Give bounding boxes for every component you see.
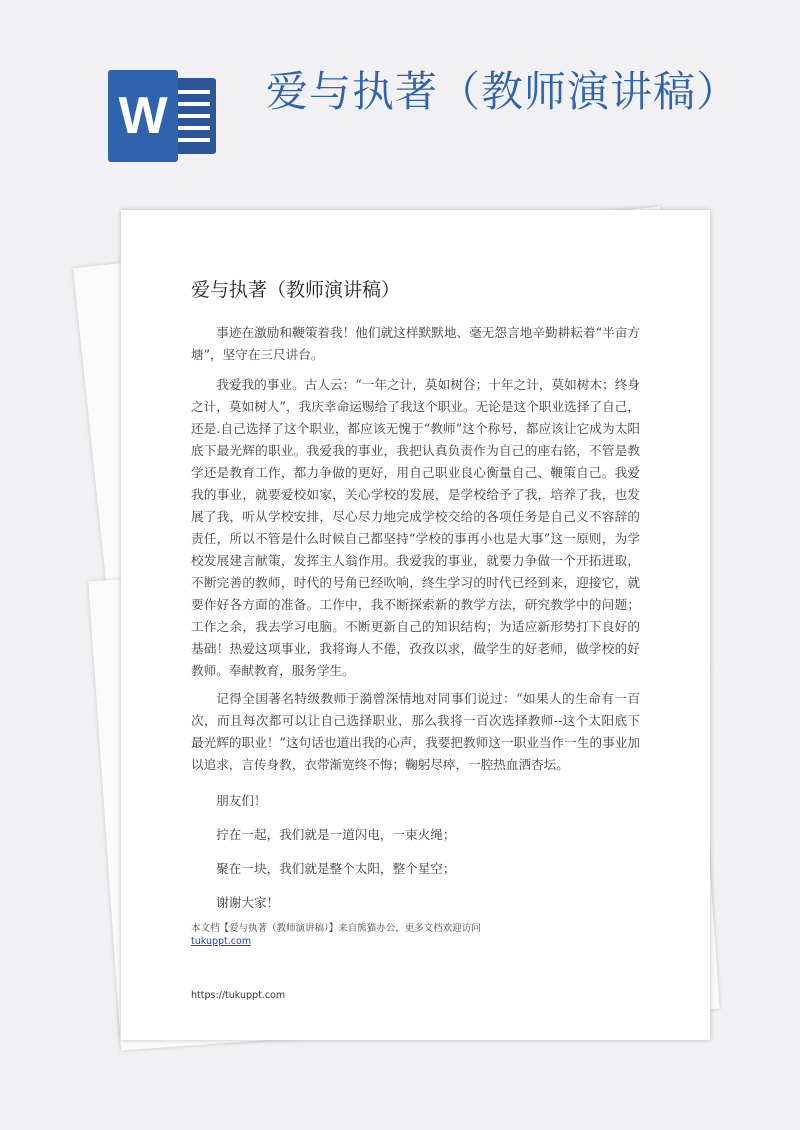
- footnote-text: 本文档【爱与执著（教师演讲稿）】来自熊猫办公，更多文档欢迎访问: [191, 923, 481, 934]
- closing-line: 朋友们！: [216, 793, 267, 808]
- closing-line: 谢谢大家！: [216, 895, 280, 910]
- paragraph: 记得全国著名特级教师于漪曾深情地对同事们说过：“如果人的生命有一百次，而且每次都可以让自己选择职业，那么我将一百次选择教师--这个太阳底下最光辉的职业！”这句话也道出我的心声，我要把教师这一职业当作一生的事业加以追求，言传身教，衣带渐宽终不悔；鞠躬尽瘁，一腔热血洒杏坛。: [191, 691, 640, 772]
- closing-line: 聚在一块，我们就是整个太阳，整个星空；: [216, 861, 456, 876]
- page-title: 爱与执著（教师演讲稿）: [266, 67, 740, 116]
- page-footer-url[interactable]: https://tukuppt.com: [191, 990, 286, 1001]
- document-page: [121, 210, 710, 1040]
- source-footnote: [191, 922, 640, 948]
- document-title: 爱与执著（教师演讲稿）: [191, 279, 401, 301]
- closing-line: 拧在一起，我们就是一道闪电，一束火绳；: [216, 827, 456, 842]
- paragraph: 事迹在激励和鞭策着我！他们就这样默默地、毫无怨言地辛勤耕耘着“半亩方塘”，坚守在三尺讲台。: [191, 325, 640, 362]
- word-logo: [108, 70, 216, 162]
- word-icon: W: [108, 70, 178, 162]
- footnote-link[interactable]: tukuppt.com: [191, 936, 252, 947]
- paragraph: 我爱我的事业。古人云：“一年之计，莫如树谷；十年之计，莫如树木；终身之计，莫如树人”，我庆幸命运赐给了我这个职业。无论是这个职业选择了自己，还是.自己选择了这个职业，都应该无愧于“教师”这个称号，都应该让它成为太阳底下最光辉的职业。我爱我的事业，我把认真负责作为自己的座右铭，不管是教学还是教育工作，都力争做的更好，用自己职业良心衡量自己、鞭策自己。我爱我的事业，就要爱校如家，关心学校的发展，是学校给予了我，培养了我，也发展了我，听从学校安排，尽心尽力地完成学校交给的各项任务是自己义不容辞的责任，所以不管是什么时候自己都坚持“学校的事再小也是大事”这一原则，为学校发展建言献策，发挥主人翁作用。我爱我的事业，就要力争做一个开拓进取，不断完善的教师，时代的号角已经吹响，终生学习的时代已经到来，迎接它，就要作好各方面的准备。工作中，我不断探索新的教学方法，研究教学中的问题；工作之余，我去学习电脑。不断更新自己的知识结构；为适应新形势打下良好的基础！热爱这项事业，我将诲人不倦，孜孜以求，做学生的好老师，做学校的好教师。奉献教育，服务学生。: [191, 377, 640, 678]
